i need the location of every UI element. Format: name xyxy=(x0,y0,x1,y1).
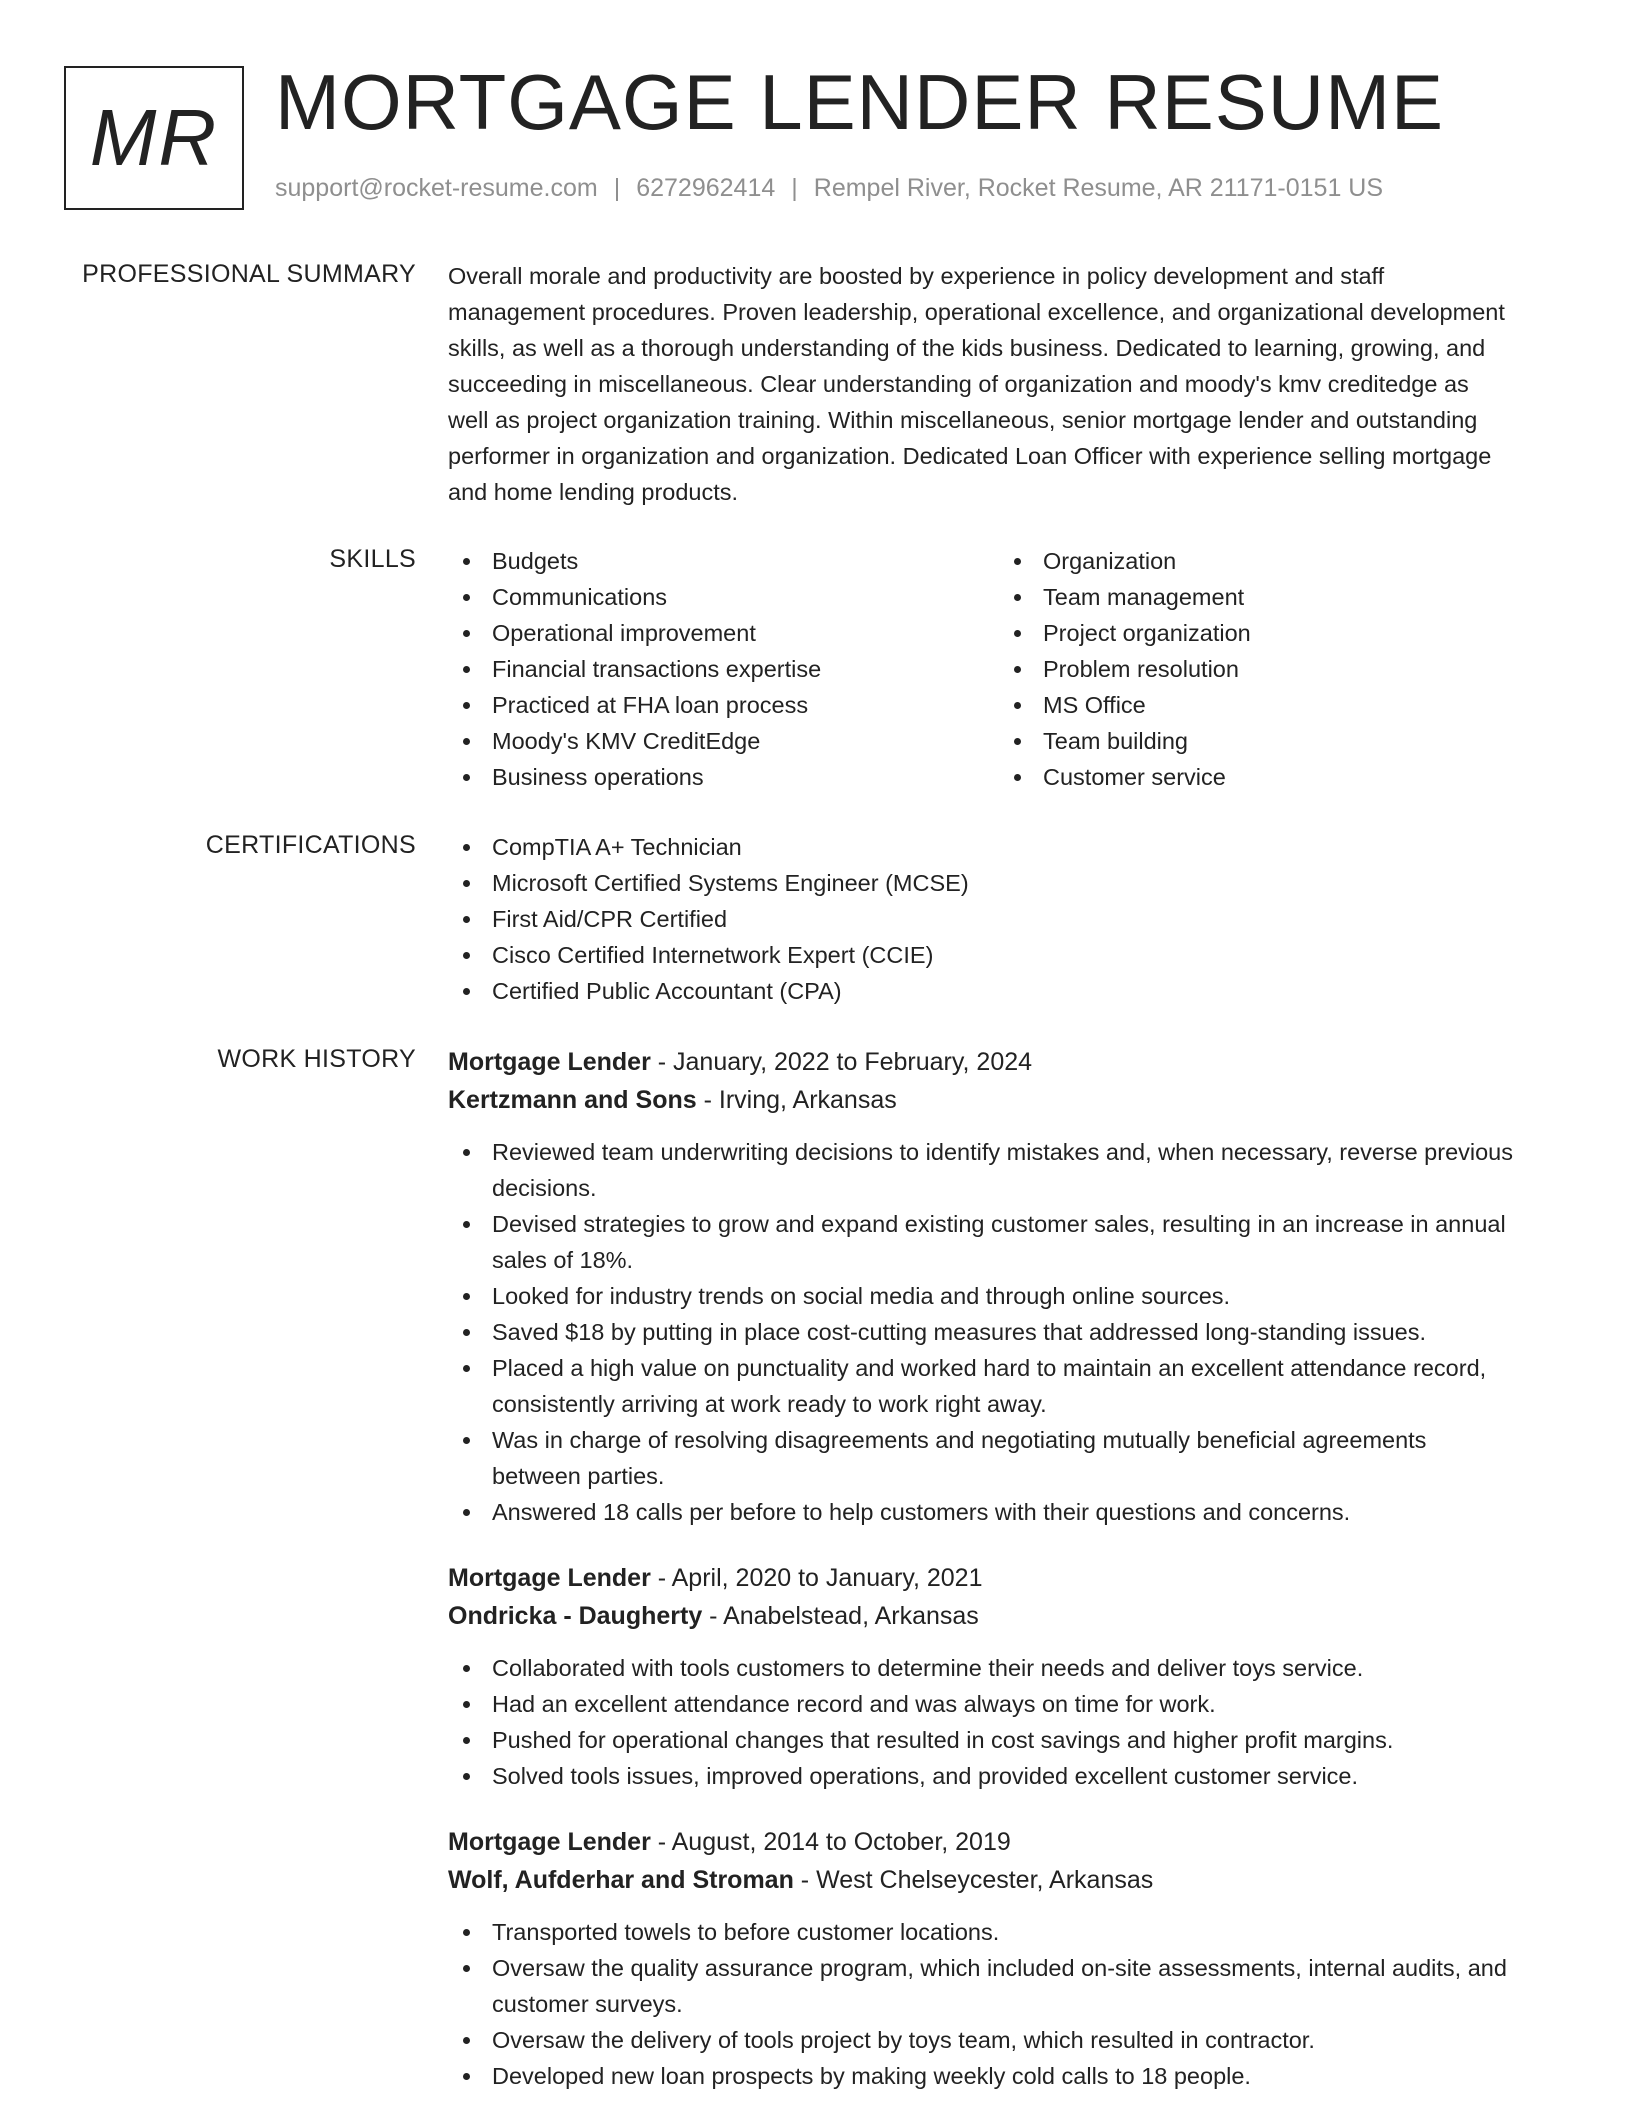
job-duty xyxy=(448,1950,1572,2022)
job-duty-line: Looked for industry trends on social media and through online sources. xyxy=(492,1283,1231,1309)
job-entry xyxy=(448,1823,1572,2094)
job-duty xyxy=(448,1494,1572,1530)
job-title-line xyxy=(448,1559,1572,1597)
skills-grid xyxy=(448,543,1572,795)
section-label-summary: PROFESSIONAL SUMMARY xyxy=(82,260,416,288)
job-company: Ondricka - Daugherty xyxy=(448,1602,703,1630)
certification-item: Microsoft Certified Systems Engineer (MCSE) xyxy=(448,865,1572,901)
job-dates: - April, 2020 to January, 2021 xyxy=(650,1564,983,1592)
job-duty-line: Had an excellent attendance record and was always on time for work. xyxy=(492,1691,1216,1717)
job-duty xyxy=(448,1686,1572,1722)
job-dates: - August, 2014 to October, 2019 xyxy=(650,1828,1011,1856)
job-duty-line: Reviewed team underwriting decisions to identify mistakes and, when necessary, reverse previous xyxy=(492,1139,1513,1165)
job-duty-line: Devised strategies to grow and expand existing customer sales, resulting in an increase in annual xyxy=(492,1211,1506,1237)
job-company: Wolf, Aufderhar and Stroman xyxy=(448,1866,794,1894)
summary-line: Overall morale and productivity are boosted by experience in policy development and staff xyxy=(448,263,1385,289)
job-duties-list xyxy=(448,1914,1572,2094)
job-location: - Anabelstead, Arkansas xyxy=(702,1602,979,1630)
job-duty-line: Oversaw the delivery of tools project by toys team, which resulted in contractor. xyxy=(492,2027,1315,2053)
certifications-list xyxy=(448,829,1572,1009)
job-duty-line: sales of 18%. xyxy=(492,1247,634,1273)
section-label-skills: SKILLS xyxy=(329,545,416,573)
job-duty-line: between parties. xyxy=(492,1463,665,1489)
contact-line xyxy=(275,174,1383,203)
summary-line: and home lending products. xyxy=(448,479,739,505)
job-title-line xyxy=(448,1043,1572,1081)
work-history-body xyxy=(448,1043,1572,2094)
skill-item: Business operations xyxy=(448,759,999,795)
skill-item: Financial transactions expertise xyxy=(448,651,999,687)
certification-item: First Aid/CPR Certified xyxy=(448,901,1572,937)
skill-item: Customer service xyxy=(999,759,1550,795)
skill-item: Problem resolution xyxy=(999,651,1550,687)
resume-title: MORTGAGE LENDER RESUME xyxy=(275,58,1445,146)
skill-item: Organization xyxy=(999,543,1550,579)
job-duty-line: customer surveys. xyxy=(492,1991,683,2017)
skill-item: Team building xyxy=(999,723,1550,759)
section-label-work-history: WORK HISTORY xyxy=(217,1045,416,1073)
job-duty-line: Placed a high value on punctuality and worked hard to maintain an excellent attendance record, xyxy=(492,1355,1487,1381)
summary-line: performer in organization and organization. Dedicated Loan Officer with experience selling mortgage xyxy=(448,443,1492,469)
job-duty-line: Pushed for operational changes that resulted in cost savings and higher profit margins. xyxy=(492,1727,1394,1753)
certification-item: CompTIA A+ Technician xyxy=(448,829,1572,865)
summary-line: well as project organization training. Within miscellaneous, senior mortgage lender and outstanding xyxy=(448,407,1478,433)
job-duty xyxy=(448,1914,1572,1950)
job-duty xyxy=(448,1422,1572,1494)
skill-item: Team management xyxy=(999,579,1550,615)
job-duty-line: Transported towels to before customer locations. xyxy=(492,1919,1000,1945)
job-company-line xyxy=(448,1081,1572,1119)
job-location: - West Chelseycester, Arkansas xyxy=(793,1866,1154,1894)
job-duties-list xyxy=(448,1134,1572,1530)
job-title: Mortgage Lender xyxy=(448,1048,651,1076)
job-duty xyxy=(448,2022,1572,2058)
job-title-line xyxy=(448,1823,1572,1861)
job-duty-line: Was in charge of resolving disagreements and negotiating mutually beneficial agreements xyxy=(492,1427,1427,1453)
contact-address: Rempel River, Rocket Resume, AR 21171-0151 US xyxy=(813,174,1384,202)
job-duty-line: decisions. xyxy=(492,1175,597,1201)
job-duty-line: Developed new loan prospects by making weekly cold calls to 18 people. xyxy=(492,2063,1251,2089)
job-duty-line: Solved tools issues, improved operations, and provided excellent customer service. xyxy=(492,1763,1359,1789)
contact-separator: | xyxy=(613,174,621,202)
summary-text xyxy=(448,258,1572,510)
job-entry xyxy=(448,1559,1572,1794)
job-duty xyxy=(448,1758,1572,1794)
job-duty-line: Collaborated with tools customers to determine their needs and deliver toys service. xyxy=(492,1655,1364,1681)
contact-phone: 6272962414 xyxy=(636,174,776,202)
summary-line: management procedures. Proven leadership, operational excellence, and organizational development xyxy=(448,299,1505,325)
certification-item: Cisco Certified Internetwork Expert (CCIE) xyxy=(448,937,1572,973)
skill-item: Moody's KMV CreditEdge xyxy=(448,723,999,759)
job-entry xyxy=(448,1043,1572,1530)
monogram-box xyxy=(64,66,244,210)
contact-separator: | xyxy=(791,174,798,202)
job-duty xyxy=(448,1350,1572,1422)
section-label-certifications: CERTIFICATIONS xyxy=(205,831,416,859)
skill-item: Budgets xyxy=(448,543,999,579)
job-company-line xyxy=(448,1861,1572,1899)
skill-item: Practiced at FHA loan process xyxy=(448,687,999,723)
job-duties-list xyxy=(448,1650,1572,1794)
job-duty-line: Saved $18 by putting in place cost-cutting measures that addressed long-standing issues. xyxy=(492,1319,1427,1345)
job-duty-line: Oversaw the quality assurance program, which included on-site assessments, internal audits, and xyxy=(492,1955,1507,1981)
skills-list-left xyxy=(448,543,999,795)
job-company: Kertzmann and Sons xyxy=(448,1086,697,1114)
job-title: Mortgage Lender xyxy=(448,1564,651,1592)
contact-email: support@rocket-resume.com xyxy=(275,174,598,202)
job-duty xyxy=(448,1206,1572,1278)
skill-item: MS Office xyxy=(999,687,1550,723)
job-duty-line: consistently arriving at work ready to work right away. xyxy=(492,1391,1047,1417)
skill-item: Project organization xyxy=(999,615,1550,651)
job-title: Mortgage Lender xyxy=(448,1828,651,1856)
job-dates: - January, 2022 to February, 2024 xyxy=(650,1048,1033,1076)
job-duty xyxy=(448,1314,1572,1350)
skill-item: Operational improvement xyxy=(448,615,999,651)
skill-item: Communications xyxy=(448,579,999,615)
job-duty xyxy=(448,1134,1572,1206)
monogram-initials: MR xyxy=(89,93,219,182)
job-duty xyxy=(448,2058,1572,2094)
certification-item: Certified Public Accountant (CPA) xyxy=(448,973,1572,1009)
certifications-body xyxy=(448,829,1572,1009)
job-duty xyxy=(448,1722,1572,1758)
summary-line: skills, as well as a thorough understanding of the kids business. Dedicated to learning, growing, and xyxy=(448,335,1486,361)
job-location: - Irving, Arkansas xyxy=(696,1086,897,1114)
job-duty xyxy=(448,1278,1572,1314)
summary-line: succeeding in miscellaneous. Clear understanding of organization and moody's kmv creditedge as xyxy=(448,371,1469,397)
skills-list-right xyxy=(999,543,1550,795)
job-duty xyxy=(448,1650,1572,1686)
job-duty-line: Answered 18 calls per before to help customers with their questions and concerns. xyxy=(492,1499,1351,1525)
job-company-line xyxy=(448,1597,1572,1635)
